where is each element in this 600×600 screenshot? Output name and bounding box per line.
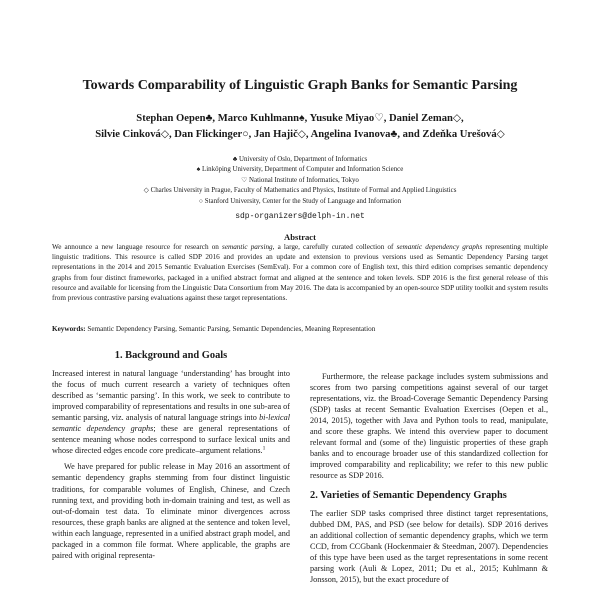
section-2-heading: 2. Varieties of Semantic Dependency Graphs [310,490,507,502]
affiliation-oslo: ♣ University of Oslo, Department of Informatics [232,156,368,163]
paper-title: Towards Comparability of Linguistic Graph Banks for Semantic Parsing [82,78,518,93]
right-column [310,371,548,585]
keywords [52,324,548,334]
authors-line-2: Silvie Cinková◇, Dan Flickinger○, Jan Hajič◇, Angelina Ivanova♣, and Zdeňka Urešová◇ [95,129,505,140]
left-column [52,350,290,561]
section-1-paragraph-1 [52,368,290,456]
affiliations [40,155,560,207]
abstract-text-3: representing multiple linguistic traditions. This resource is called SDP 2016 and provides an update and extension to previous versions used as Semantic Dependency Parsing target representations in the 2014 and 2015 Semantic Evaluation Exercises (SemEval). For a common core of English text, this third edition comprises semantic dependency graphs from four distinct frameworks, packaged in a unified abstract format and aligned at the sentence and token levels. SDP 2016 is the first general release of this resource and available for licensing from the Linguistic Data Consortium from May 2016. The data is accompanied by an open-source SDP utility toolkit and system results from previous contrastive parsing evaluations against these target representations. [52,243,548,303]
s1p1-text-a: Increased interest in natural language ‘understanding’ has brought into the focus of much current research a variety of techniques often described as ‘semantic parsing’. In this work, we seek to contribute to improved comparability of representations and results in one sub-area of semantic parsing, viz. analysis of natural language strings into [52,369,290,423]
authors-line-1: Stephan Oepen♣, Marco Kuhlmann♠, Yusuke Miyao♡, Daniel Zeman◇, [136,113,464,124]
abstract-text-2: , a large, carefully curated collection of [272,243,397,251]
s1p1-emph: bi-lexical semantic dependency graphs [52,413,290,434]
abstract-emph-2: semantic dependency graphs [396,243,483,251]
abstract-emph-1: semantic parsing [222,243,273,251]
s1p1-text-b: ; these are general representations of sentence meaning whose nodes correspond to surface lexical units and whose directed edges encode core predicate–argument relations. [52,424,290,456]
section-2-paragraph-1: The earlier SDP tasks comprised three distinct target representations, dubbed DM, PAS, and PSD (see below for details). SDP 2016 derives an additional collection of semantic dependency graphs, which we term CCD, from CCGbank (Hockenmaier & Steedman, 2007). Dependencies of this type have been used as the target representations in some recent parsing work (Auli & Lopez, 2011; Du et al., 2015; Kuhlmann & Jonsson, 2015), but the exact procedure of [310,508,548,584]
affiliation-stanford: ○ Stanford University, Center for the Study of Language and Information [198,197,402,205]
contact-email: sdp-organizers@delph-in.net [235,212,365,221]
affiliation-nii: ♡ National Institute of Informatics, Tokyo [241,176,359,184]
abstract-body [52,242,548,303]
keywords-list: Semantic Dependency Parsing, Semantic Parsing, Semantic Dependencies, Meaning Representation [85,325,376,333]
affiliation-linkoping: ♠ Linköping University, Department of Computer and Information Science [196,166,404,174]
author-list [40,111,560,143]
abstract-heading: Abstract [284,232,316,242]
affiliation-charles: ◇ Charles University in Prague, Faculty of Mathematics and Physics, Institute of Formal and Applied Linguistics [143,187,457,195]
keywords-label: Keywords: [52,325,86,333]
footnote-marker-1[interactable]: 1 [262,445,266,452]
section-1-paragraph-2: We have prepared for public release in May 2016 an assortment of semantic dependency graphs stemming from four distinct linguistic traditions, for comparable volumes of English, Chinese, and Czech running text, and providing both in-domain training and test, as well as out-of-domain test data. To eliminate minor divergences across resources, these graph banks are aligned at the sentence and token level, within each language, represented in a unified abstract graph model, and packaged in a common file format. Where applicable, the graphs are paired with original representa- [52,462,290,560]
section-1-paragraph-3: Furthermore, the release package includes system submissions and scores from two parsing competitions against several of our target representations, viz. the Broad-Coverage Semantic Dependency Parsing (SDP) tasks at recent Semantic Evaluation Exercises (Oepen et al., 2014, 2015), together with Java and Python tools to read, manipulate, and score these graphs. We intend this overview paper to document relevant formal and (some of the) linguistic properties of these graph banks and to encourage broader use of this standardized collection for improved comparability and replicability; we refer to this new public resource as SDP 2016. [310,372,548,481]
abstract-text-1: We announce a new language resource for research on [52,243,223,251]
section-1-heading: 1. Background and Goals [114,350,228,361]
